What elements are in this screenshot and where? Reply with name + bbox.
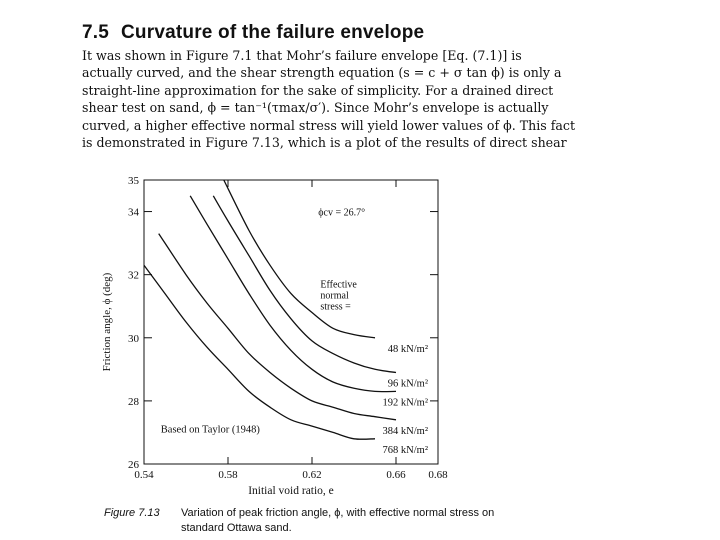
figure-chart — [94, 172, 454, 500]
series-label-1: 48 kN/m² — [387, 343, 428, 355]
chart-series — [144, 180, 396, 439]
caption-line-1: Variation of peak friction angle, ϕ, with effective normal stress on — [181, 507, 495, 519]
y-axis-label: Friction angle, ϕ (deg) — [101, 272, 113, 372]
body-paragraph — [82, 47, 622, 151]
caption-label: Figure 7.13 — [104, 507, 160, 519]
series-label-4: 384 kN/m² — [382, 425, 428, 437]
figure-caption — [104, 506, 624, 536]
plot-border — [144, 180, 438, 464]
series-label-5: 768 kN/m² — [382, 444, 428, 456]
series-header-line: stress = — [320, 301, 351, 313]
series-line-2 — [213, 196, 396, 373]
paragraph-line: straight-line approximation for the sake of simplicity. For a drained direct — [82, 82, 554, 98]
x-axis-label: Initial void ratio, e — [248, 485, 334, 497]
source-annotation: Based on Taylor (1948) — [160, 424, 260, 436]
y-tick-label: 30 — [128, 332, 139, 345]
section-title — [82, 22, 424, 44]
series-header-line: Effective — [320, 279, 357, 291]
series-label-2: 96 kN/m² — [387, 378, 428, 390]
section-heading: Curvature of the failure envelope — [121, 22, 425, 43]
paragraph-line: is demonstrated in Figure 7.13, which is a plot of the results of direct shear — [82, 135, 567, 151]
y-tick-label: 34 — [128, 206, 139, 219]
paragraph-line: shear test on sand, ϕ = tan⁻¹(τmax/σ′). Since Mohr’s envelope is actually — [82, 100, 549, 116]
chart-labels — [101, 208, 428, 497]
x-tick-label: 0.58 — [218, 469, 238, 481]
series-header-line: normal — [320, 290, 349, 302]
x-tick-label: 0.54 — [134, 469, 154, 481]
paragraph-line: actually curved, and the shear strength equation (s = c + σ tan ϕ) is only a — [82, 65, 562, 81]
y-tick-label: 28 — [128, 395, 139, 408]
caption-line-2: standard Ottawa sand. — [181, 522, 292, 534]
chart-svg — [94, 172, 454, 500]
paragraph-line: It was shown in Figure 7.1 that Mohr’s failure envelope [Eq. (7.1)] is — [82, 48, 522, 63]
chart-frame — [144, 180, 438, 464]
x-tick-label: 0.66 — [386, 469, 406, 481]
phi-cv-annotation: ϕcv = 26.7° — [318, 207, 366, 219]
x-tick-label: 0.68 — [428, 469, 448, 481]
x-tick-label: 0.62 — [302, 469, 322, 481]
y-tick-label: 26 — [128, 459, 139, 471]
y-tick-label: 32 — [128, 269, 139, 282]
section-number: 7.5 — [82, 22, 110, 43]
series-line-4 — [159, 234, 396, 420]
paragraph-line: curved, a higher effective normal stress will yield lower values of ϕ. This fact — [82, 117, 576, 133]
y-tick-label: 35 — [128, 175, 139, 187]
series-line-1 — [224, 180, 375, 338]
series-label-3: 192 kN/m² — [382, 397, 428, 409]
